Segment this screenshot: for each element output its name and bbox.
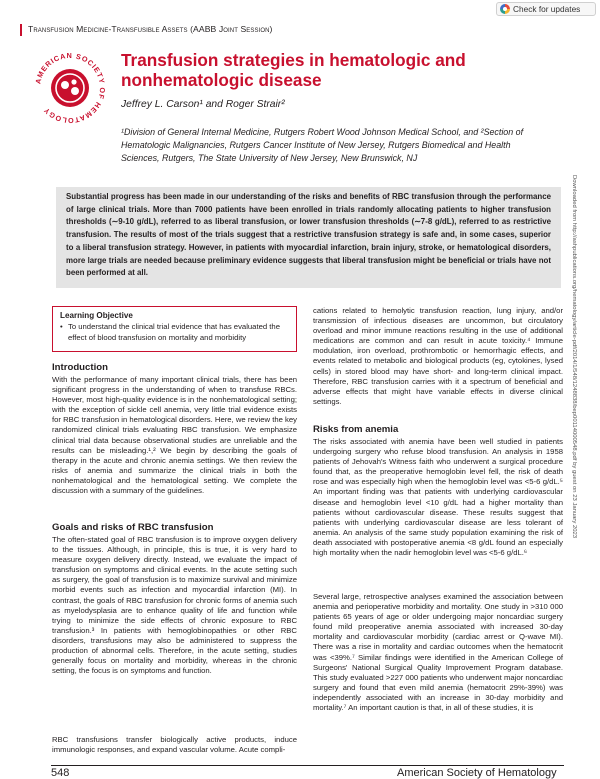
learning-objective-box xyxy=(52,306,297,352)
journal-name: American Society of Hematology xyxy=(397,767,557,779)
section-accent-bar xyxy=(20,24,22,36)
ash-logo xyxy=(30,48,110,128)
footer-rule xyxy=(51,765,564,766)
update-status-icon xyxy=(500,4,510,14)
introduction-heading: Introduction xyxy=(52,362,108,373)
bullet-icon: • xyxy=(60,322,63,331)
check-for-updates-badge[interactable] xyxy=(496,2,596,16)
risks-heading: Risks from anemia xyxy=(313,424,399,435)
download-note xyxy=(567,175,587,615)
risks-paragraph: The risks associated with anemia have been well studied in patients undergoing surgery who refuse blood transfusion. An analysis in 1958 patients of Jehovah's Witness faith who underwent a surgical procedure found that, as the preoperative hemoglobin level fell, the risk of death rose and was especially high when the hemoglobin level was <5-6 g/dL.⁵ An important finding was that patients with underlying cardiovascular disease and hemoglobin level <10 g/dL had a higher mortality than patients without cardiovascular disease. These results suggest that patients with underlying cardiovascular disease are less tolerant of anemia. An analysis of the same study population examining the risk of death associated with postoperative anemia <8 g/dL found an especially high mortality when the nadir hemoglobin level was <5-6 g/dL.⁶ xyxy=(313,437,563,558)
goals-paragraph: The often-stated goal of RBC transfusion is to improve oxygen delivery to the tissues. Although, in principle, this is true, it is very hard to measure oxygen delivery directly. Instead, we evaluate the impact of transfusion on symptoms and clinical events. In the acute setting such as surgery, the goal of transfusion is to maximize survival and minimize morbid events such as infection and myocardial infarction (MI). In contrast, the goals of RBC transfusion for chronic forms of anemia such as myelodysplasia are to enhance quality of life and function while trying to minimize the side effects of chronic exposure to RBC transfusion.³ In patients with hemoglobinopathies or other RBC disorders, transfusions may also be administered to suppress the production of abnormal cells. Therefore, in the acute setting, studies generally focus on mortality and morbidity, whereas in the chronic setting, the focus is on symptoms and function. xyxy=(52,535,297,676)
learning-objective-heading: Learning Objective xyxy=(60,311,133,320)
section-label: Transfusion Medicine-Transfusible Assets (AABB Joint Session) xyxy=(28,24,273,34)
download-note-text[interactable]: Downloaded from http://ashpublications.org/hematology/article-pdf/2014/1/548/1248838/bep00114000548.pdf by guest on 23 January 2023 xyxy=(571,175,577,539)
check-for-updates-label: Check for updates xyxy=(513,4,581,14)
page-number: 548 xyxy=(51,767,70,779)
ash-seal-icon xyxy=(30,48,110,128)
learning-objective-item xyxy=(60,322,290,343)
introduction-paragraph: With the performance of many important clinical trials, there has been significant progress in the understanding of when to transfuse RBCs. However, most high-quality evidence is in the nonhematological setting; with the exception of sickle cell anemia, very little trial evidence exists for RBC transfusion in hematological disorders. Here, we review the key randomized clinical trials evaluating RBC transfusion. We emphasize clinical trial data because observational studies are unreliable and the results can be misleading.¹,² We begin by describing the goals of therapy in the acute and chronic anemia settings. We then review the risks of anemia and summarize the clinical trials in both the nonhematological and the hematological setting. We complete the discussion with a summary of the guidelines. xyxy=(52,375,297,496)
goals-heading: Goals and risks of RBC transfusion xyxy=(52,522,214,533)
article-title: Transfusion strategies in hematologic and nonhematologic disease xyxy=(121,50,466,90)
learning-objective-text: To understand the clinical trial evidence that has evaluated the effect of blood transfusion on mortality and morbidity xyxy=(68,322,280,342)
abstract-box: Substantial progress has been made in our understanding of the risks and benefits of RBC transfusion through the performance of large clinical trials. More than 7000 patients have been enrolled in trials randomly allocating patients to higher transfusion thresholds (∼9-10 g/dL), referred to as liberal transfusion, or lower transfusion thresholds (∼7-8 g/dL), referred to as restrictive transfusion. The results of most of the trials suggest that a restrictive transfusion strategy is safe and, in some cases, superior to a liberal transfusion strategy. However, in patients with myocardial infarction, brain injury, stroke, or hematological disorders, more large trials are needed because preliminary evidence suggests that liberal transfusion might be beneficial or trials have not been performed at all. xyxy=(56,187,561,288)
article-affiliations: ¹Division of General Internal Medicine, Rutgers Robert Wood Johnson Medical School, and ²Section of Hematologic Malignancies, Rutgers Cancer Institute of New Jersey, Rutgers Biomedical and Health Sciences, Rutgers, The State University of New Jersey, New Brunswick, NJ xyxy=(121,127,524,163)
risks-paragraph-2: Several large, retrospective analyses examined the association between anemia and perioperative morbidity and mortality. One study in >310 000 patients 65 years of age or older undergoing major noncardiac surgery found mild preoperative anemia associated with increased 30-day mortality and cardiovascular morbidity (cardiac arrest or Q-wave MI). There was a rise in mortality and cardiac outcomes when the hematocrit was <39%.⁷ Similar findings were identified in the American College of Surgeons' National Surgical Quality Improvement Program database. This study evaluated >227 000 patients who underwent major noncardiac surgery and found that even mild anemia (hematocrit 29%-39%) was independently associated with an increase in 30-day morbidity and mortality.⁷ An important caution is that, in all of these studies, it is xyxy=(313,592,563,713)
continued-paragraph: cations related to hemolytic transfusion reaction, lung injury, and/or transmission of infectious diseases are uncommon, but circulatory overload and minor immune reactions resulting in the use of additional medications are common and can result in acute toxicity.⁴ Immune modulation, iron overload, prothrombotic or hemorrhagic effects, and events related to metabolic and biological products (eg, cytokines, lysed cells) in stored blood may have short- and long-term clinical impact. Therefore, RBC transfusion carries with it a spectrum of beneficial and adverse effects that might have variable effects in diverse clinical settings. xyxy=(313,306,563,406)
article-authors: Jeffrey L. Carson¹ and Roger Strair² xyxy=(121,99,285,110)
goals-paragraph-2: RBC transfusions transfer biologically active products, induce immunologic responses, and expand vascular volume. Acute compli- xyxy=(52,735,297,755)
logo-ring-text: AMERICAN SOCIETY OF HEMATOLOGY xyxy=(33,50,108,126)
